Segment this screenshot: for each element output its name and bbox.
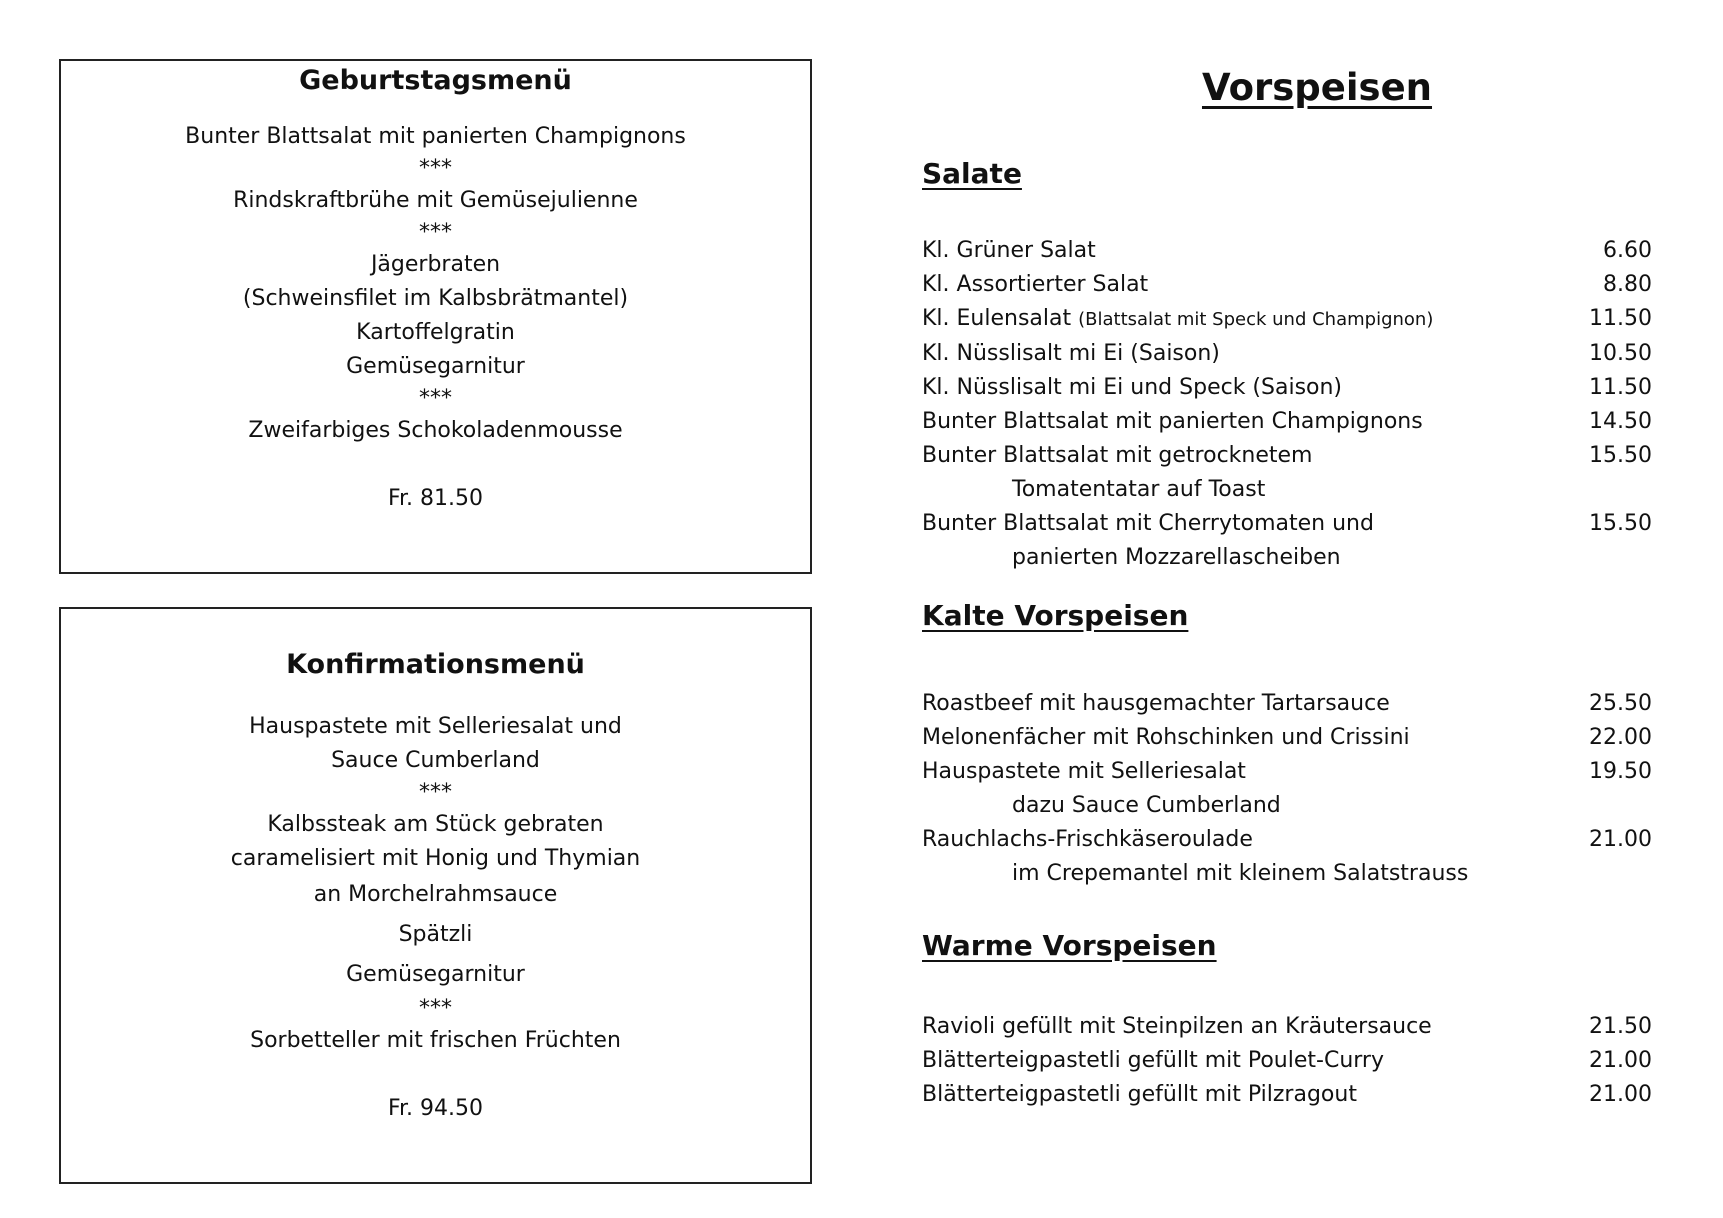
menu-item-row <box>922 823 1652 857</box>
menu-item-name: Kl. Nüsslisalt mi Ei (Saison) <box>922 341 1220 366</box>
menu-item-price: 19.50 <box>1589 759 1652 784</box>
course-line: Zweifarbiges Schokoladenmousse <box>248 418 623 443</box>
menu-item-price: 21.00 <box>1589 827 1652 852</box>
section-title-warme-vorspeisen: Warme Vorspeisen <box>922 929 1217 962</box>
menu-item-continuation: im Crepemantel mit kleinem Salatstrauss <box>1012 861 1469 886</box>
course-line: (Schweinsfilet im Kalbsbrätmantel) <box>242 286 629 311</box>
menu-item-name: Kl. Grüner Salat <box>922 238 1096 263</box>
menu-item-name: Melonenfächer mit Rohschinken und Crissini <box>922 725 1410 750</box>
menu-item-continuation: Tomatentatar auf Toast <box>1012 477 1266 502</box>
salate-list <box>922 234 1652 575</box>
menu-item-row <box>922 1044 1652 1078</box>
course-line: Kalbssteak am Stück gebraten <box>267 812 604 837</box>
menu-item-price: 15.50 <box>1589 511 1652 536</box>
menu-item-price: 21.00 <box>1589 1048 1652 1073</box>
menu-item-price: 10.50 <box>1589 341 1652 366</box>
menu-item-name: Blätterteigpastetli gefüllt mit Poulet-Curry <box>922 1048 1384 1073</box>
geburtstag-menu-box <box>59 59 812 574</box>
menu-item-price: 11.50 <box>1589 306 1652 331</box>
course-separator: *** <box>419 220 452 245</box>
menu-item-continuation: dazu Sauce Cumberland <box>1012 793 1281 818</box>
course-line: an Morchelrahmsauce <box>313 882 558 907</box>
menu-item-name: Kl. Nüsslisalt mi Ei und Speck (Saison) <box>922 375 1343 400</box>
geburtstag-menu-title: Geburtstagsmenü <box>299 65 572 96</box>
menu-item-row <box>922 302 1652 337</box>
menu-item-note: (Blattsalat mit Speck und Champignon) <box>1078 309 1434 330</box>
menu-item-name: Bunter Blattsalat mit getrocknetem <box>922 443 1313 468</box>
menu-item-price: 21.50 <box>1589 1014 1652 1039</box>
konfirmation-menu-price: Fr. 94.50 <box>387 1096 484 1121</box>
menu-item-name: Bunter Blattsalat mit Cherrytomaten und <box>922 511 1374 536</box>
menu-item-row <box>922 234 1652 268</box>
menu-item-row <box>922 755 1652 789</box>
menu-item-row <box>922 507 1652 541</box>
menu-item-price: 25.50 <box>1589 691 1652 716</box>
menu-item-price: 15.50 <box>1589 443 1652 468</box>
menu-item-price: 6.60 <box>1603 238 1652 263</box>
menu-item-name: Bunter Blattsalat mit panierten Champignons <box>922 409 1423 434</box>
course-separator: *** <box>419 386 452 411</box>
menu-item-price: 8.80 <box>1603 272 1652 297</box>
course-line: Spätzli <box>398 922 473 947</box>
course-line: caramelisiert mit Honig und Thymian <box>230 846 641 871</box>
course-line: Bunter Blattsalat mit panierten Champignons <box>185 124 686 149</box>
section-title-kalte-vorspeisen: Kalte Vorspeisen <box>922 599 1189 632</box>
menu-item-row <box>922 1078 1652 1112</box>
menu-item-row <box>922 721 1652 755</box>
course-separator: *** <box>419 996 452 1021</box>
konfirmation-menu-box <box>59 607 812 1184</box>
menu-item-row <box>922 371 1652 405</box>
konfirmation-menu-title: Konfirmationsmenü <box>286 649 585 680</box>
course-line: Gemüsegarnitur <box>346 962 525 987</box>
kalte-vorspeisen-list <box>922 687 1652 891</box>
konfirmation-course-list <box>61 710 810 1058</box>
course-line: Rindskraftbrühe mit Gemüsejulienne <box>233 188 638 213</box>
menu-item-row <box>922 337 1652 371</box>
menu-item-price: 22.00 <box>1589 725 1652 750</box>
page-title: Vorspeisen <box>1201 66 1433 109</box>
course-line: Sauce Cumberland <box>331 748 540 773</box>
course-line: Hauspastete mit Selleriesalat und <box>249 714 622 739</box>
menu-item-name: Hauspastete mit Selleriesalat <box>922 759 1246 784</box>
menu-item-row <box>922 1010 1652 1044</box>
course-line: Gemüsegarnitur <box>346 354 525 379</box>
menu-item-name: Kl. Assortierter Salat <box>922 272 1149 297</box>
menu-item-price: 21.00 <box>1589 1082 1652 1107</box>
menu-item-name: Roastbeef mit hausgemachter Tartarsauce <box>922 691 1390 716</box>
menu-item-row <box>922 268 1652 302</box>
menu-item-name: Rauchlachs-Frischkäseroulade <box>922 827 1253 852</box>
course-separator: *** <box>419 156 452 181</box>
menu-item-row <box>922 405 1652 439</box>
menu-item-continuation: panierten Mozzarellascheiben <box>1012 545 1341 570</box>
course-line: Sorbetteller mit frischen Früchten <box>250 1028 621 1053</box>
menu-item-price: 14.50 <box>1589 409 1652 434</box>
course-line: Jägerbraten <box>370 252 501 277</box>
section-title-salate: Salate <box>922 157 1022 190</box>
warme-vorspeisen-list <box>922 1010 1652 1112</box>
course-line: Kartoffelgratin <box>356 320 515 345</box>
menu-item-row <box>922 687 1652 721</box>
geburtstag-course-list <box>61 120 810 448</box>
menu-item-name: Kl. Eulensalat <box>922 306 1072 331</box>
course-separator: *** <box>419 780 452 805</box>
menu-item-row <box>922 439 1652 473</box>
menu-item-name: Ravioli gefüllt mit Steinpilzen an Kräutersauce <box>922 1014 1432 1039</box>
geburtstag-menu-price: Fr. 81.50 <box>387 486 484 511</box>
menu-item-name: Blätterteigpastetli gefüllt mit Pilzragout <box>922 1082 1357 1107</box>
menu-item-price: 11.50 <box>1589 375 1652 400</box>
